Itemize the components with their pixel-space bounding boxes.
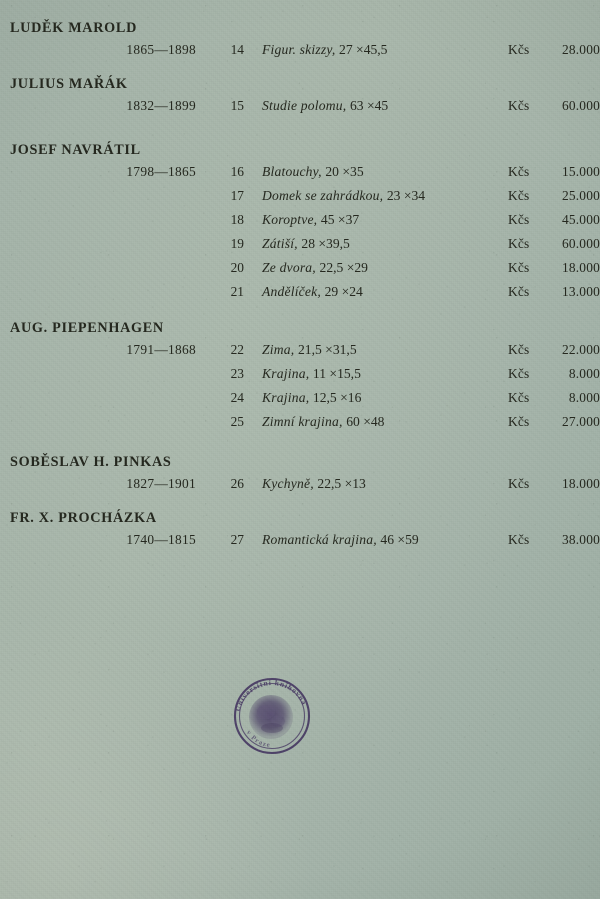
catalogue-number: 23 [230, 366, 244, 381]
price-amount: 15.000 [561, 164, 600, 179]
artist-life-years: 1827—1901 [126, 476, 196, 491]
library-stamp [228, 672, 316, 760]
artist-name: SOBĚSLAV H. PINKAS [10, 454, 172, 470]
catalogue-entry-row [0, 280, 600, 304]
artwork-price [508, 232, 600, 256]
price-amount: 13.000 [561, 284, 600, 299]
currency-label: Kčs [508, 188, 530, 203]
catalogue-entry-row [0, 256, 600, 280]
price-amount: 8.000 [568, 390, 600, 405]
currency-label: Kčs [508, 366, 530, 381]
artist-name: JOSEF NAVRÁTIL [10, 142, 141, 158]
price-amount: 28.000 [561, 42, 600, 57]
artwork-title: Ze dvora, [262, 260, 316, 275]
artwork-price [508, 160, 600, 184]
price-amount: 60.000 [561, 98, 600, 113]
currency-label: Kčs [508, 284, 530, 299]
artist-life-years: 1832—1899 [126, 98, 196, 113]
artwork-title-and-size [244, 232, 508, 256]
artwork-price [508, 362, 600, 386]
currency-label: Kčs [508, 476, 530, 491]
artwork-title-and-size [244, 94, 508, 118]
svg-text:Universitní knihovna: Universitní knihovna [232, 677, 310, 713]
catalogue-number: 22 [230, 342, 244, 357]
catalogue-entry-row [0, 362, 600, 386]
currency-label: Kčs [508, 164, 530, 179]
catalogue-entry-row [0, 528, 600, 552]
currency-label: Kčs [508, 260, 530, 275]
artwork-title: Blatouchy, [262, 164, 322, 179]
artwork-title: Krajina, [262, 366, 310, 381]
artwork-title-and-size [244, 160, 508, 184]
artist-block [0, 508, 600, 552]
catalogue-entry-row [0, 184, 600, 208]
artwork-price [508, 38, 600, 62]
artwork-title: Domek se zahrádkou, [262, 188, 384, 203]
artwork-title-and-size [244, 386, 508, 410]
artwork-title: Andělíček, [262, 284, 321, 299]
artwork-dimensions: 11 ×15,5 [312, 366, 361, 381]
price-amount: 27.000 [561, 414, 600, 429]
artist-block [0, 318, 600, 434]
currency-label: Kčs [508, 342, 530, 357]
currency-label: Kčs [508, 532, 530, 547]
artwork-dimensions: 12,5 ×16 [312, 390, 362, 405]
artist-name: AUG. PIEPENHAGEN [10, 320, 164, 336]
artwork-price [508, 472, 600, 496]
catalogue-number: 24 [230, 390, 244, 405]
artwork-dimensions: 45 ×37 [320, 212, 360, 227]
artist-life-years: 1740—1815 [126, 532, 196, 547]
artwork-dimensions: 22,5 ×29 [319, 260, 368, 275]
catalogue-number: 19 [230, 236, 244, 251]
artwork-price [508, 410, 600, 434]
artwork-title: Figur. skizzy, [262, 42, 336, 57]
catalogue-entry-row [0, 338, 600, 362]
catalogue-number: 25 [230, 414, 244, 429]
artwork-title-and-size [244, 256, 508, 280]
price-amount: 8.000 [568, 366, 600, 381]
artwork-dimensions: 46 ×59 [380, 532, 419, 547]
price-amount: 18.000 [561, 476, 600, 491]
artwork-title-and-size [244, 362, 508, 386]
price-amount: 45.000 [561, 212, 600, 227]
artist-life-years: 1865—1898 [126, 42, 196, 57]
artwork-price [508, 386, 600, 410]
catalogue-number: 17 [230, 188, 244, 203]
artwork-title-and-size [244, 528, 508, 552]
currency-label: Kčs [508, 236, 530, 251]
price-amount: 25.000 [561, 188, 600, 203]
catalogue-entry-row [0, 410, 600, 434]
artwork-dimensions: 20 ×35 [325, 164, 364, 179]
catalogue-number: 18 [230, 212, 244, 227]
currency-label: Kčs [508, 42, 530, 57]
artist-name: LUDĚK MAROLD [10, 20, 138, 36]
artwork-price [508, 94, 600, 118]
currency-label: Kčs [508, 212, 530, 227]
catalogue-entry-row [0, 386, 600, 410]
catalogue-entry-row [0, 208, 600, 232]
catalogue-entry-row [0, 472, 600, 496]
artwork-title: Zimní krajina, [262, 414, 343, 429]
catalogue-entry-row [0, 232, 600, 256]
artwork-dimensions: 63 ×45 [349, 98, 389, 113]
artwork-dimensions: 22,5 ×13 [317, 476, 366, 491]
artwork-price [508, 338, 600, 362]
artwork-title-and-size [244, 338, 508, 362]
catalogue-number: 21 [230, 284, 244, 299]
artist-life-years: 1798—1865 [126, 164, 196, 179]
catalogue-entry-row [0, 160, 600, 184]
artwork-dimensions: 29 ×24 [324, 284, 363, 299]
artwork-title-and-size [244, 472, 508, 496]
artist-name: FR. X. PROCHÁZKA [10, 510, 157, 526]
artwork-title: Krajina, [262, 390, 310, 405]
artist-block [0, 452, 600, 496]
artist-block [0, 140, 600, 304]
artwork-title: Romantická krajina, [262, 532, 377, 547]
catalogue-entry-row [0, 94, 600, 118]
artwork-dimensions: 60 ×48 [346, 414, 385, 429]
artwork-price [508, 256, 600, 280]
catalogue-entry-row [0, 38, 600, 62]
artwork-title: Kychyně, [262, 476, 314, 491]
catalogue-number: 26 [230, 476, 244, 491]
price-amount: 60.000 [561, 236, 600, 251]
artwork-title-and-size [244, 208, 508, 232]
artwork-title: Studie polomu, [262, 98, 347, 113]
currency-label: Kčs [508, 390, 530, 405]
catalogue-number: 14 [230, 42, 244, 57]
artwork-price [508, 208, 600, 232]
artist-name: JULIUS MAŘÁK [10, 76, 128, 92]
artwork-title: Zima, [262, 342, 295, 357]
artwork-dimensions: 28 ×39,5 [301, 236, 350, 251]
currency-label: Kčs [508, 98, 530, 113]
artwork-price [508, 184, 600, 208]
artwork-title-and-size [244, 184, 508, 208]
catalogue-number: 16 [230, 164, 244, 179]
currency-label: Kčs [508, 414, 530, 429]
price-amount: 18.000 [561, 260, 600, 275]
price-amount: 22.000 [561, 342, 600, 357]
artist-life-years: 1791—1868 [126, 342, 196, 357]
catalogue-number: 27 [230, 532, 244, 547]
artwork-title-and-size [244, 280, 508, 304]
artwork-title: Koroptve, [262, 212, 318, 227]
artwork-dimensions: 27 ×45,5 [339, 42, 388, 57]
artist-block [0, 74, 600, 118]
artwork-title-and-size [244, 38, 508, 62]
artwork-price [508, 280, 600, 304]
artwork-title-and-size [244, 410, 508, 434]
artwork-price [508, 528, 600, 552]
artwork-dimensions: 23 ×34 [386, 188, 426, 203]
artwork-title: Zátiší, [262, 236, 298, 251]
artwork-dimensions: 21,5 ×31,5 [297, 342, 357, 357]
artist-block [0, 18, 600, 62]
price-amount: 38.000 [561, 532, 600, 547]
catalogue-number: 15 [230, 98, 244, 113]
catalogue-number: 20 [230, 260, 244, 275]
svg-text:v Praze: v Praze [244, 729, 272, 750]
